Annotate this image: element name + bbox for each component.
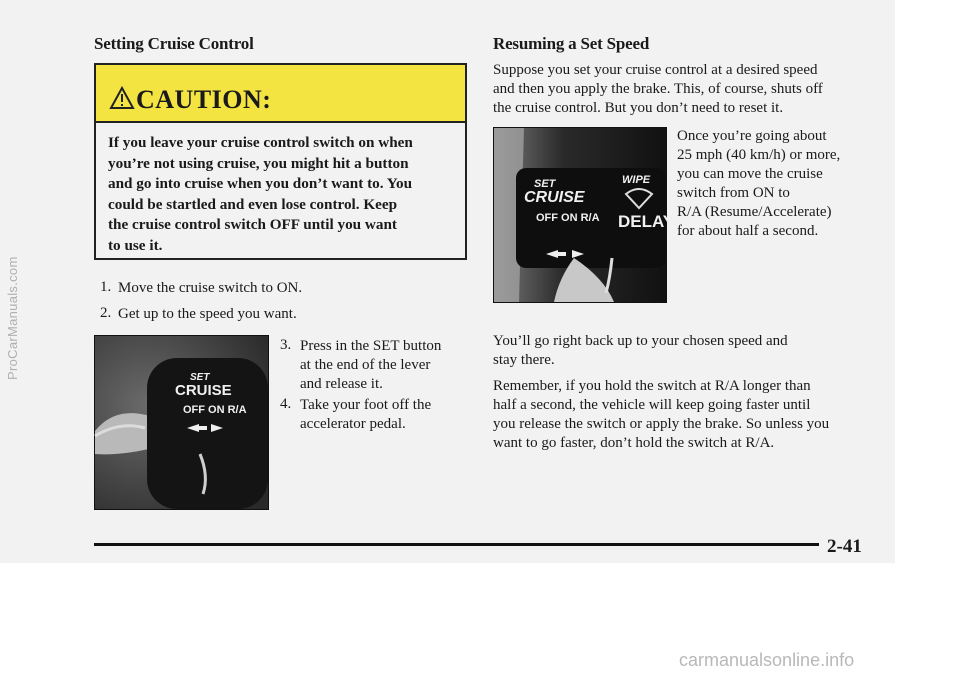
- resume-paragraph: [493, 332, 788, 370]
- mode-labels: OFF ON R/A: [183, 404, 247, 416]
- step-text: [300, 337, 441, 394]
- step-number: 2.: [100, 305, 112, 321]
- paragraph-line: you release the switch or apply the brake. So unless you: [493, 416, 830, 432]
- paragraph-line: You’ll go right back up to your chosen speed and: [493, 333, 788, 349]
- lever-photo-graphic: [95, 336, 268, 509]
- delay-label: DELAY: [618, 212, 675, 231]
- paragraph-line: switch from ON to: [677, 185, 790, 201]
- paragraph-line: R/A (Resume/Accelerate): [677, 204, 832, 220]
- step-line: and release it.: [300, 376, 383, 392]
- caution-box: [94, 63, 467, 260]
- paragraph-line: you can move the cruise: [677, 166, 823, 182]
- caution-line: you’re not using cruise, you might hit a button: [108, 154, 409, 172]
- caution-text: [108, 133, 453, 256]
- cruise-label: CRUISE: [524, 189, 585, 206]
- paragraph-line: half a second, the vehicle will keep going faster until: [493, 397, 811, 413]
- step-line: accelerator pedal.: [300, 416, 406, 432]
- side-watermark: ProCarManuals.com: [5, 256, 20, 380]
- step-number: 4.: [280, 396, 292, 412]
- step-line: at the end of the lever: [300, 357, 431, 373]
- step-line: Press in the SET button: [300, 338, 442, 354]
- caution-title: CAUTION:: [136, 85, 272, 114]
- step-text: Move the cruise switch to ON.: [118, 280, 303, 296]
- cruise-lever-photo: [94, 335, 269, 510]
- resume-instructions: [677, 127, 840, 241]
- set-label: SET: [534, 178, 556, 190]
- paragraph-line: the cruise control. But you don’t need to reset it.: [493, 100, 784, 116]
- bottom-watermark: carmanualsonline.info: [679, 650, 855, 670]
- intro-paragraph: [493, 61, 823, 118]
- setting-cruise-heading: Setting Cruise Control: [94, 34, 254, 53]
- step-text: [300, 396, 431, 434]
- step-line: Take your foot off the: [300, 397, 432, 413]
- paragraph-line: Suppose you set your cruise control at a desired speed: [493, 62, 818, 78]
- wiper-cruise-lever-photo: [493, 127, 675, 303]
- set-label: SET: [190, 372, 210, 383]
- caution-line: and go into cruise when you don’t want to. You: [108, 175, 413, 192]
- caution-line: could be startled and even lose control. Keep: [108, 195, 398, 213]
- cruise-label: CRUISE: [175, 382, 232, 399]
- wipe-label: WIPE: [622, 174, 651, 186]
- paragraph-line: Once you’re going about: [677, 128, 827, 144]
- page-number: 2-41: [827, 536, 862, 557]
- paragraph-line: Remember, if you hold the switch at R/A longer than: [493, 378, 811, 394]
- step-text: Get up to the speed you want.: [118, 306, 297, 322]
- paragraph-line: stay there.: [493, 352, 555, 368]
- warning-paragraph: [493, 377, 829, 453]
- caution-banner: [96, 65, 465, 123]
- caution-line: to use it.: [108, 236, 163, 254]
- paragraph-line: 25 mph (40 km/h) or more,: [677, 147, 841, 163]
- mode-labels: OFF ON R/A: [536, 212, 600, 224]
- step-number: 1.: [100, 279, 112, 295]
- warning-triangle-icon: [110, 87, 134, 109]
- caution-line: the cruise control switch OFF until you want: [108, 216, 397, 233]
- step-number: 3.: [280, 337, 292, 353]
- caution-line: If you leave your cruise control switch on when: [108, 134, 413, 151]
- resuming-speed-heading: Resuming a Set Speed: [493, 34, 650, 53]
- paragraph-line: want to go faster, don’t hold the switch at R/A.: [493, 435, 775, 451]
- paragraph-line: for about half a second.: [677, 223, 819, 239]
- paragraph-line: and then you apply the brake. This, of course, shuts off: [493, 81, 823, 97]
- footer-rule: [94, 543, 819, 546]
